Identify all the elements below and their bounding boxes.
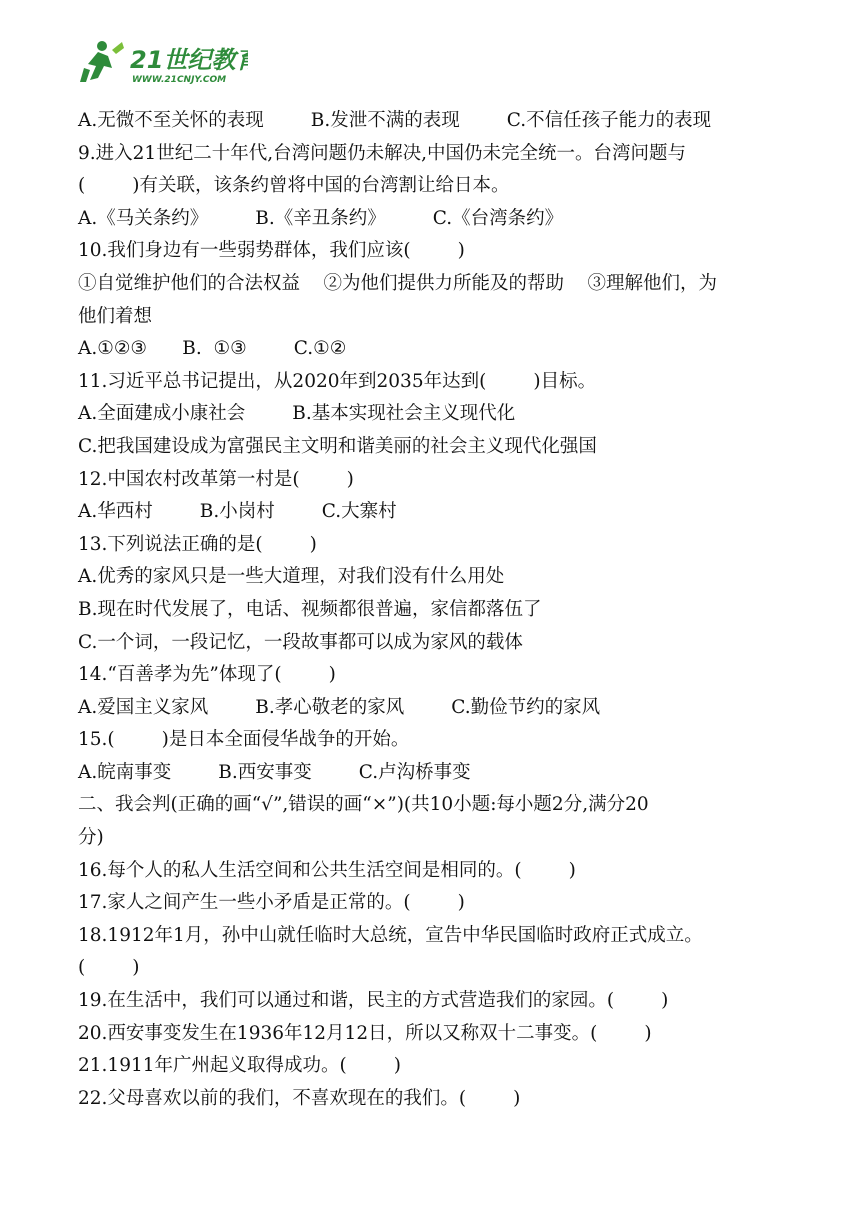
text-line: 22.父母喜欢以前的我们，不喜欢现在的我们。( ) xyxy=(78,1087,521,1109)
text-line: 13.下列说法正确的是( ) xyxy=(78,533,317,555)
text-line: C.一个词，一段记忆，一段故事都可以成为家风的载体 xyxy=(78,631,523,653)
text-line: 11.习近平总书记提出，从2020年到2035年达到( )目标。 xyxy=(78,370,597,392)
text-line: 17.家人之间产生一些小矛盾是正常的。( ) xyxy=(78,892,465,914)
text-line: A.《马关条约》 B.《辛丑条约》 C.《台湾条约》 xyxy=(78,207,564,229)
logo-graphic xyxy=(78,38,248,88)
document-body xyxy=(78,105,788,1115)
logo-brand: 21世纪教育 xyxy=(130,46,248,74)
text-line: 9.进入21世纪二十年代,台湾问题仍未解决,中国仍未完全统一。台湾问题与 xyxy=(78,142,686,164)
text-line: 18.1912年1月，孙中山就任临时大总统，宣告中华民国临时政府正式成立。 xyxy=(78,924,703,946)
text-line: 21.1911年广州起义取得成功。( ) xyxy=(78,1055,401,1077)
text-line: A.优秀的家风只是一些大道理，对我们没有什么用处 xyxy=(78,566,505,588)
text-line: 14.“百善孝为先”体现了( ) xyxy=(78,664,336,686)
text-line: A.皖南事变 B.西安事变 C.卢沟桥事变 xyxy=(78,761,471,783)
text-line: 他们着想 xyxy=(78,305,153,327)
text-line: C.把我国建设成为富强民主文明和谐美丽的社会主义现代化强国 xyxy=(78,435,597,457)
text-line: 20.西安事变发生在1936年12月12日，所以又称双十二事变。( ) xyxy=(78,1022,652,1044)
text-line: 10.我们身边有一些弱势群体，我们应该( ) xyxy=(78,240,465,262)
text-line: A.全面建成小康社会 B.基本实现社会主义现代化 xyxy=(78,403,516,425)
text-line: A.华西村 B.小岗村 C.大寨村 xyxy=(78,501,397,523)
text-line: 12.中国农村改革第一村是( ) xyxy=(78,468,354,490)
text-line: ①自觉维护他们的合法权益 ②为他们提供力所能及的帮助 ③理解他们，为 xyxy=(78,272,718,294)
text-line: A.爱国主义家风 B.孝心敬老的家风 C.勤俭节约的家风 xyxy=(78,696,601,718)
text-line: 16.每个人的私人生活空间和公共生活空间是相同的。( ) xyxy=(78,859,576,881)
text-line: 15.( )是日本全面侵华战争的开始。 xyxy=(78,729,410,751)
logo-url: WWW.21CNJY.COM xyxy=(132,75,227,85)
text-line: B.现在时代发展了，电话、视频都很普遍，家信都落伍了 xyxy=(78,598,542,620)
text-line: A.无微不至关怀的表现 B.发泄不满的表现 C.不信任孩子能力的表现 xyxy=(78,110,712,131)
site-logo xyxy=(78,38,248,88)
text-line: A.①②③ B. ①③ C.①② xyxy=(78,338,347,360)
text-line: ( )有关联，该条约曾将中国的台湾割让给日本。 xyxy=(78,175,510,197)
text-line: 19.在生活中，我们可以通过和谐，民主的方式营造我们的家园。( ) xyxy=(78,990,669,1012)
section-heading: 二、我会判(正确的画“√”,错误的画“×”)(共10小题:每小题2分,满分20 xyxy=(78,794,649,816)
runner-icon xyxy=(80,41,124,82)
section-heading: 分) xyxy=(78,827,104,849)
text-line: ( ) xyxy=(78,957,140,979)
